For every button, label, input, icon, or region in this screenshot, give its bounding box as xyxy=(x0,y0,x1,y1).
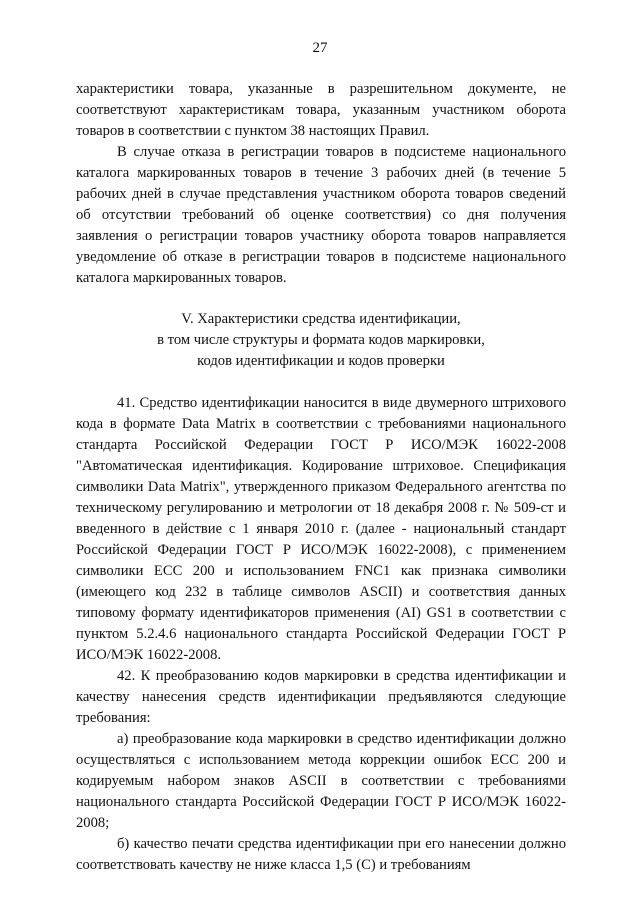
section-heading-line-3: кодов идентификации и кодов проверки xyxy=(197,353,445,369)
paragraph-refusal-notice: В случае отказа в регистрации товаров в подсистеме национального каталога маркированных товаров в течение 3 рабочих дней (в течение 5 рабочих дней в случае представления участником оборота товаров сведений об отсутствии требований об оценке соответствия) со дня получения заявления о регистрации товаров участнику оборота товаров направляется уведомление об отказе в регистрации товаров в подсистеме национального каталога маркированных товаров. xyxy=(76,144,566,286)
section-heading-line-2: в том числе структуры и формата кодов маркировки, xyxy=(157,332,485,348)
paragraph-clause-41: 41. Средство идентификации наносится в виде двумерного штрихового кода в формате Data Matrix в соответствии с требованиями национального стандарта Российской Федерации ГОСТ Р ИСО/МЭК 16022-2008 "Автоматическая идентификация. Кодирование штриховое. Спецификация символики Data Matrix", утвержденного приказом Федерального агентства по техническому регулированию и метрологии от 18 декабря 2008 г. № 509-ст и введенного в действие с 1 января 2010 г. (далее - национальный стандарт Российской Федерации ГОСТ Р ИСО/МЭК 16022-2008), с применением символики ЕСС 200 и использованием FNC1 как признака символики (имеющего код 232 в таблице символов ASCII) и соответствия данных типовому формату идентификаторов применения (AI) GS1 в соответствии с пунктом 5.2.4.6 национального стандарта Российской Федерации ГОСТ Р ИСО/МЭК 16022-2008. xyxy=(76,395,566,663)
page-number: 27 xyxy=(312,40,328,56)
document-body xyxy=(76,79,566,876)
paragraph-continuation: характеристики товара, указанные в разрешительном документе, не соответствуют характеристикам товара, указанным участником оборота товаров в соответствии с пунктом 38 настоящих Правил. xyxy=(76,81,566,139)
paragraph-clause-42: 42. К преобразованию кодов маркировки в средства идентификации и качеству нанесения средств идентификации предъявляются следующие требования: xyxy=(76,668,566,726)
section-heading xyxy=(76,309,566,372)
paragraph-clause-42-a: а) преобразование кода маркировки в средство идентификации должно осуществляться с использованием метода коррекции ошибок ЕСС 200 и кодируемым набором знаков ASCII в соответствии с требованиями национального стандарта Российской Федерации ГОСТ Р ИСО/МЭК 16022-2008; xyxy=(76,731,566,831)
paragraph-clause-42-b: б) качество печати средства идентификации при его нанесении должно соответствовать качеству не ниже класса 1,5 (С) и требованиям xyxy=(76,836,566,873)
section-heading-line-1: V. Характеристики средства идентификации, xyxy=(181,311,461,327)
